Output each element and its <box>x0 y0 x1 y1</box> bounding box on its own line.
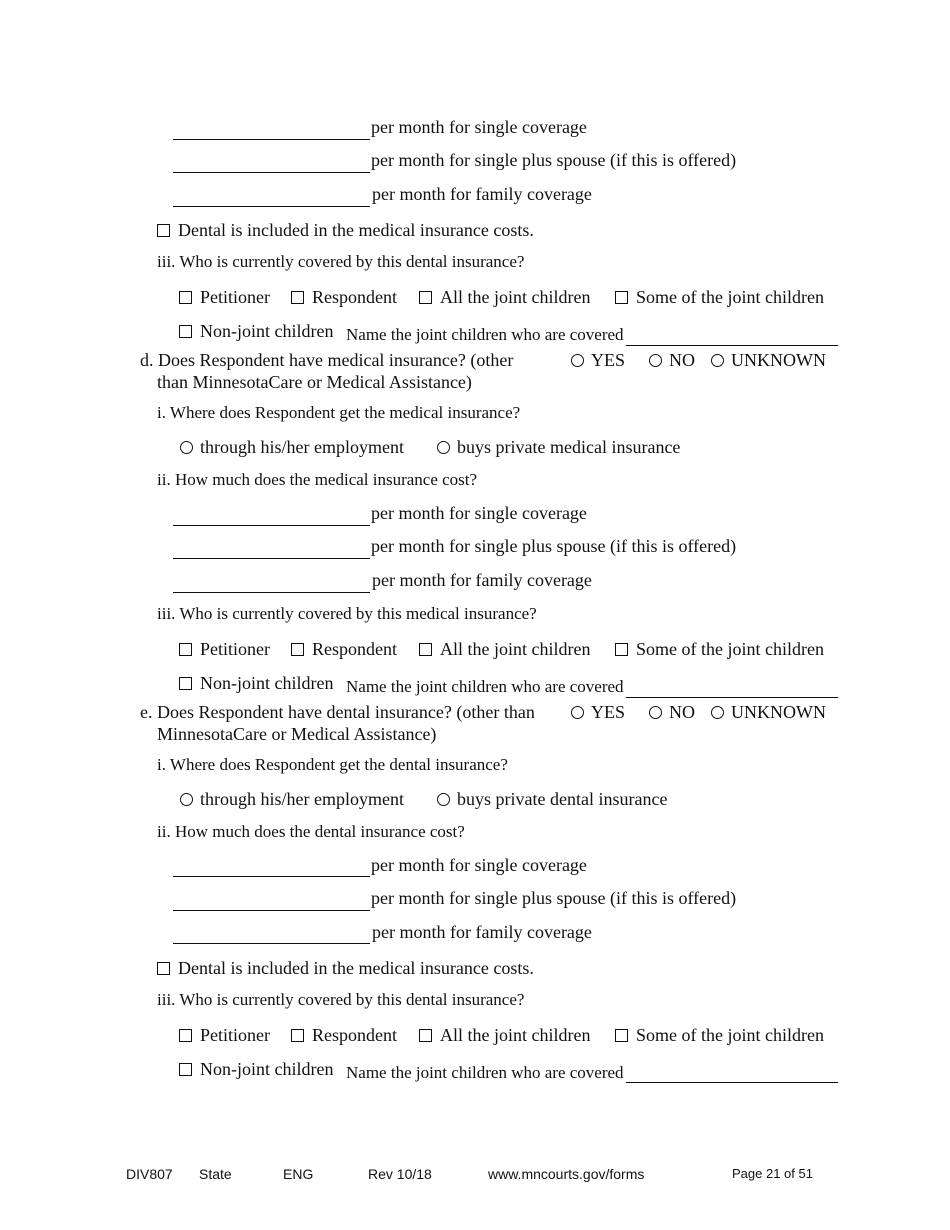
checkbox[interactable] <box>179 325 192 338</box>
checkbox[interactable] <box>615 291 628 304</box>
section-d-covered-all-joint-option[interactable]: All the joint children <box>419 638 590 660</box>
section-d-covered-petitioner-option[interactable]: Petitioner <box>179 638 270 660</box>
section-d-cost-spouse-input[interactable] <box>173 558 370 559</box>
section-e-cost-spouse-input[interactable] <box>173 910 370 911</box>
section-d-employment-option[interactable]: through his/her employment <box>180 436 404 458</box>
section-e-covered-petitioner-option[interactable]: Petitioner <box>179 1024 270 1046</box>
section-d-unknown-option[interactable]: UNKNOWN <box>711 349 826 371</box>
radio[interactable] <box>437 441 450 454</box>
section-d-cost-question: ii. How much does the medical insurance cost? <box>157 470 478 489</box>
section-e-private-option[interactable]: buys private dental insurance <box>437 788 667 810</box>
cost-single-input[interactable] <box>173 139 370 140</box>
section-e-cost-spouse-label: per month for single plus spouse (if this is offered) <box>371 888 737 908</box>
radio[interactable] <box>180 793 193 806</box>
radio[interactable] <box>437 793 450 806</box>
radio[interactable] <box>649 706 662 719</box>
checkbox[interactable] <box>179 677 192 690</box>
cost-family-label: per month for family coverage <box>372 184 592 204</box>
checkbox[interactable] <box>419 643 432 656</box>
footer-language: ENG <box>283 1166 314 1182</box>
checkbox[interactable] <box>419 291 432 304</box>
covered-nonjoint-option[interactable]: Non-joint children <box>179 320 333 342</box>
section-d-name-children-input[interactable] <box>626 697 838 698</box>
radio[interactable] <box>649 354 662 367</box>
section-e-no-option[interactable]: NO <box>649 701 695 723</box>
footer-jurisdiction: State <box>199 1166 232 1182</box>
section-e-question-line2: MinnesotaCare or Medical Assistance) <box>157 724 437 744</box>
section-e-cost-question: ii. How much does the dental insurance cost? <box>157 822 465 841</box>
section-d-cost-family-label: per month for family coverage <box>372 570 592 590</box>
checkbox[interactable] <box>179 1029 192 1042</box>
section-e-name-children-input[interactable] <box>626 1082 838 1083</box>
name-children-label: Name the joint children who are covered <box>346 325 624 344</box>
section-e-covered-all-joint-option[interactable]: All the joint children <box>419 1024 590 1046</box>
checkbox[interactable] <box>157 224 170 237</box>
checkbox[interactable] <box>615 643 628 656</box>
radio[interactable] <box>571 706 584 719</box>
section-d-name-children-label: Name the joint children who are covered <box>346 677 624 696</box>
section-e-question-line1: e. Does Respondent have dental insurance? (other than <box>140 702 535 722</box>
section-d-cost-single-label: per month for single coverage <box>371 503 587 523</box>
checkbox[interactable] <box>157 962 170 975</box>
section-d-cost-spouse-label: per month for single plus spouse (if this is offered) <box>371 536 737 556</box>
section-e-where-question: i. Where does Respondent get the dental insurance? <box>157 755 508 774</box>
cost-single-label: per month for single coverage <box>371 117 587 137</box>
section-d-cost-family-input[interactable] <box>173 592 370 593</box>
covered-petitioner-option[interactable]: Petitioner <box>179 286 270 308</box>
dental-included-option[interactable]: Dental is included in the medical insurance costs. <box>157 219 534 241</box>
section-d-no-option[interactable]: NO <box>649 349 695 371</box>
section-e-cost-single-input[interactable] <box>173 876 370 877</box>
cost-spouse-input[interactable] <box>173 172 370 173</box>
name-children-input[interactable] <box>626 345 838 346</box>
covered-all-joint-option[interactable]: All the joint children <box>419 286 590 308</box>
covered-some-joint-option[interactable]: Some of the joint children <box>615 286 824 308</box>
section-e-cost-single-label: per month for single coverage <box>371 855 587 875</box>
checkbox[interactable] <box>419 1029 432 1042</box>
section-e-cost-family-input[interactable] <box>173 943 370 944</box>
section-e-covered-respondent-option[interactable]: Respondent <box>291 1024 397 1046</box>
section-e-yes-option[interactable]: YES <box>571 701 625 723</box>
section-d-cost-single-input[interactable] <box>173 525 370 526</box>
radio[interactable] <box>711 354 724 367</box>
radio[interactable] <box>180 441 193 454</box>
checkbox[interactable] <box>291 1029 304 1042</box>
checkbox[interactable] <box>179 1063 192 1076</box>
checkbox[interactable] <box>179 643 192 656</box>
section-d-yes-option[interactable]: YES <box>571 349 625 371</box>
section-e-covered-nonjoint-option[interactable]: Non-joint children <box>179 1058 333 1080</box>
section-d-question-line1: d. Does Respondent have medical insurance? (other <box>140 350 514 370</box>
footer-revision: Rev 10/18 <box>368 1166 432 1182</box>
footer-form-id: DIV807 <box>126 1166 173 1182</box>
section-d-who-covered-question: iii. Who is currently covered by this medical insurance? <box>157 604 537 623</box>
section-e-dental-included-option[interactable]: Dental is included in the medical insurance costs. <box>157 957 534 979</box>
footer-url[interactable]: www.mncourts.gov/forms <box>488 1166 645 1182</box>
checkbox[interactable] <box>179 291 192 304</box>
section-d-private-option[interactable]: buys private medical insurance <box>437 436 680 458</box>
section-d-question-line2: than MinnesotaCare or Medical Assistance) <box>157 372 472 392</box>
section-e-covered-some-joint-option[interactable]: Some of the joint children <box>615 1024 824 1046</box>
section-d-covered-respondent-option[interactable]: Respondent <box>291 638 397 660</box>
section-e-name-children-label: Name the joint children who are covered <box>346 1063 624 1082</box>
radio[interactable] <box>571 354 584 367</box>
section-d-covered-some-joint-option[interactable]: Some of the joint children <box>615 638 824 660</box>
footer-page-number: Page 21 of 51 <box>732 1166 813 1181</box>
checkbox[interactable] <box>615 1029 628 1042</box>
covered-respondent-option[interactable]: Respondent <box>291 286 397 308</box>
section-d-covered-nonjoint-option[interactable]: Non-joint children <box>179 672 333 694</box>
checkbox[interactable] <box>291 643 304 656</box>
who-covered-question: iii. Who is currently covered by this dental insurance? <box>157 252 525 271</box>
radio[interactable] <box>711 706 724 719</box>
cost-family-input[interactable] <box>173 206 370 207</box>
section-e-who-covered-question: iii. Who is currently covered by this dental insurance? <box>157 990 525 1009</box>
checkbox[interactable] <box>291 291 304 304</box>
cost-spouse-label: per month for single plus spouse (if this is offered) <box>371 150 737 170</box>
section-e-employment-option[interactable]: through his/her employment <box>180 788 404 810</box>
section-e-cost-family-label: per month for family coverage <box>372 922 592 942</box>
section-e-unknown-option[interactable]: UNKNOWN <box>711 701 826 723</box>
section-d-where-question: i. Where does Respondent get the medical insurance? <box>157 403 521 422</box>
